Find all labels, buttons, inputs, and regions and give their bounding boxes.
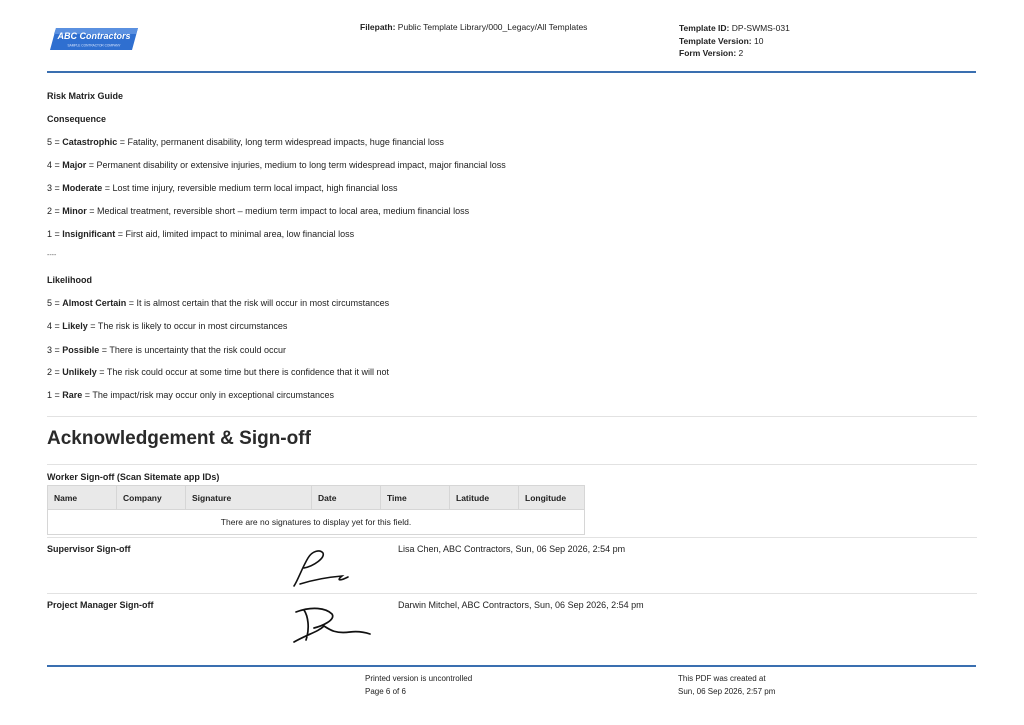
table-header-row [48, 486, 585, 510]
column-header-time: Time [381, 486, 450, 510]
template-id-value: DP-SWMS-031 [731, 23, 790, 33]
project-manager-signature [290, 604, 396, 646]
section-divider [47, 416, 977, 417]
likelihood-item: 5 = Almost Certain = It is almost certain that the risk will occur in most circumstances [47, 298, 390, 308]
form-version-value: 2 [738, 48, 744, 58]
likelihood-item: 4 = Likely = The risk is likely to occur in most circumstances [47, 321, 288, 331]
form-version-row [679, 47, 790, 60]
likelihood-item: 3 = Possible = There is uncertainty that the risk could occur [47, 345, 286, 355]
uncontrolled-notice: Printed version is uncontrolled [365, 674, 473, 683]
consequence-item: 2 = Minor = Medical treatment, reversible short – medium term impact to local area, medium financial loss [47, 206, 470, 216]
footer-divider [47, 665, 976, 667]
footer-center [365, 673, 472, 698]
filepath-value: Public Template Library/000_Legacy/All Templates [397, 22, 588, 32]
template-id-row [679, 22, 790, 35]
column-header-signature: Signature [186, 486, 312, 510]
filepath [360, 22, 587, 32]
likelihood-item: 1 = Rare = The impact/risk may occur only in exceptional circumstances [47, 390, 334, 400]
template-version-value: 10 [753, 35, 764, 46]
empty-message: There are no signatures to display yet for this field. [48, 510, 585, 535]
consequence-heading: Consequence [47, 114, 107, 124]
header-divider [47, 71, 976, 73]
row-divider [47, 537, 977, 538]
column-header-longitude: Longitude [519, 486, 585, 510]
template-version-label: Template Version: [679, 35, 752, 46]
template-meta [679, 22, 790, 60]
consequence-item: 1 = Insignificant = First aid, limited impact to minimal area, low financial loss [47, 229, 355, 239]
project-manager-signoff-label: Project Manager Sign-off [47, 600, 154, 610]
footer-right [678, 673, 775, 698]
table-row [48, 510, 585, 535]
signoff-heading: Acknowledgement & Sign-off [47, 428, 311, 449]
consequence-item: 4 = Major = Permanent disability or extensive injuries, medium to long term widespread impact, major financial loss [47, 160, 506, 170]
column-header-date: Date [312, 486, 381, 510]
page-number: Page 6 of 6 [365, 686, 406, 696]
logo-tagline: SAMPLE CONTRACTOR COMPANY [67, 43, 121, 48]
supervisor-signoff-value: Lisa Chen, ABC Contractors, Sun, 06 Sep 2026, 2:54 pm [398, 544, 626, 554]
row-divider [47, 593, 977, 594]
form-version-label: Form Version: [679, 48, 737, 58]
template-id-label: Template ID: [679, 23, 730, 33]
section-divider [47, 464, 977, 465]
likelihood-heading: Likelihood [47, 275, 92, 285]
project-manager-signoff-value: Darwin Mitchel, ABC Contractors, Sun, 06 Sep 2026, 2:54 pm [398, 600, 644, 610]
likelihood-item: 2 = Unlikely = The risk could occur at some time but there is confidence that it will not [47, 367, 390, 377]
consequence-item: 5 = Catastrophic = Fatality, permanent disability, long term widespread impacts, huge financial loss [47, 137, 444, 147]
column-header-name: Name [48, 486, 117, 510]
created-label: This PDF was created at [678, 674, 766, 683]
column-header-company: Company [117, 486, 186, 510]
supervisor-signoff-label: Supervisor Sign-off [47, 544, 131, 554]
filepath-label: Filepath: [360, 22, 396, 32]
consequence-item: 3 = Moderate = Lost time injury, reversible medium term local impact, high financial loss [47, 183, 398, 193]
risk-matrix-title: Risk Matrix Guide [47, 91, 124, 101]
company-logo [48, 26, 140, 52]
created-value: Sun, 06 Sep 2026, 2:57 pm [678, 686, 776, 696]
worker-signoff-table [47, 485, 585, 535]
worker-signoff-label: Worker Sign-off (Scan Sitemate app IDs) [47, 472, 220, 482]
template-version-row [679, 35, 790, 48]
supervisor-signature [290, 546, 396, 588]
column-header-latitude: Latitude [450, 486, 519, 510]
separator: ---- [47, 252, 57, 259]
logo-name: ABC Contractors [57, 31, 131, 41]
